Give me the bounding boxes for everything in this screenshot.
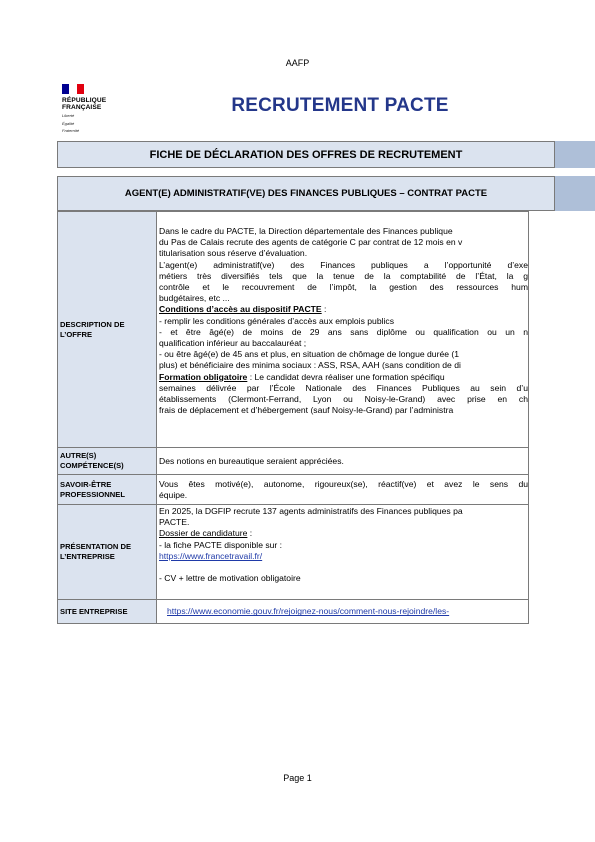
conditions-heading: Conditions d’accès au dispositif PACTE xyxy=(159,304,322,315)
presentation-line: PACTE. xyxy=(159,517,190,528)
job-title-band-edge xyxy=(555,176,595,211)
savoir-line: équipe. xyxy=(159,490,188,500)
conditions-suffix: : xyxy=(321,304,327,315)
offer-table xyxy=(57,211,529,624)
republique-francaise-logo xyxy=(62,84,122,134)
form-title-band xyxy=(57,141,555,168)
row-description xyxy=(58,212,529,448)
logo-motto-3: Fraternité xyxy=(62,128,80,133)
conditions-heading-line xyxy=(159,304,528,315)
condition-line: - remplir les conditions générales d’accès aux emplois publics xyxy=(159,315,395,326)
formation-line: semaines délivrée par l’École Nationale des Finances Publiques au sein d’u xyxy=(159,382,528,393)
content-description xyxy=(157,212,529,448)
description-line: métiers très diversifiés tels que la tenue de la comptabilité de l’État, la g xyxy=(159,270,528,281)
francetravail-link[interactable]: https://www.francetravail.fr/ xyxy=(159,550,263,561)
page-footer: Page 1 xyxy=(283,773,312,783)
row-savoir xyxy=(58,475,529,505)
condition-line: - et être âgé(e) de moins de 29 ans sans diplôme ou qualification ou un n xyxy=(159,326,528,337)
dossier-heading: Dossier de candidature xyxy=(159,528,248,539)
fiche-line: - la fiche PACTE disponible sur : xyxy=(159,539,283,550)
form-title: FICHE DE DÉCLARATION DES OFFRES DE RECRUTEMENT xyxy=(149,148,463,161)
description-line: du Pas de Calais recrute des agents de catégorie C par contrat de 12 mois en v xyxy=(159,237,463,248)
presentation-line: En 2025, la DGFIP recrute 137 agents administratifs des Finances publiques pa xyxy=(159,506,463,516)
description-line: budgétaires, etc ... xyxy=(159,293,230,304)
form-title-band-edge xyxy=(555,141,595,168)
formation-line: établissements (Clermont-Ferrand, Lyon ou Noisy-le-Grand) avec prise en ch xyxy=(159,394,528,405)
label-site: SITE ENTREPRISE xyxy=(58,600,157,624)
dossier-suffix: : xyxy=(247,528,253,539)
formation-line: frais de déplacement et d’hébergement (sauf Noisy-le-Grand) par l’administra xyxy=(159,405,454,416)
dossier-heading-line xyxy=(159,528,528,539)
content-site xyxy=(157,600,529,624)
formation-heading: Formation obligatoire xyxy=(159,371,248,382)
logo-line-1: RÉPUBLIQUE xyxy=(62,97,107,104)
site-link[interactable]: https://www.economie.gouv.fr/rejoignez-nous/comment-nous-rejoindre/les- xyxy=(167,606,450,617)
condition-line: qualification inférieur au baccalauréat ; xyxy=(159,338,307,349)
label-savoir: SAVOIR-ÊTRE PROFESSIONNEL xyxy=(58,475,157,505)
savoir-line: Vous êtes motivé(e), autonome, rigoureux(se), réactif(ve) et avez le sens du xyxy=(159,478,528,489)
label-description: DESCRIPTION DE L’OFFRE xyxy=(58,212,157,448)
content-savoir xyxy=(157,475,529,505)
formation-heading-line xyxy=(159,372,528,383)
content-presentation xyxy=(157,505,529,600)
content-competences xyxy=(157,448,529,475)
label-competences: AUTRE(S) COMPÉTENCE(S) xyxy=(58,448,157,475)
french-flag-icon xyxy=(62,84,84,94)
row-presentation xyxy=(58,505,529,600)
description-line: L’agent(e) administratif(ve) des Finances publiques a l’opportunité d’exe xyxy=(159,259,528,270)
competences-text: Des notions en bureautique seraient appréciées. xyxy=(159,455,344,466)
description-line: titularisation sous réserve d’évaluation. xyxy=(159,248,308,259)
logo-motto-1: Liberté xyxy=(62,113,75,118)
row-site xyxy=(58,600,529,624)
job-title: AGENT(E) ADMINISTRATIF(VE) DES FINANCES PUBLIQUES – CONTRAT PACTE xyxy=(124,188,488,199)
page-header: AAFP xyxy=(285,58,310,68)
description-line: contrôle et le recouvrement de l’impôt, la gestion des ressources hum xyxy=(159,282,528,293)
job-title-band xyxy=(57,176,555,211)
cv-line: - CV + lettre de motivation obligatoire xyxy=(159,573,301,584)
condition-line: plus) et bénéficiaire des minima sociaux : ASS, RSA, AAH (sans condition de di xyxy=(159,360,461,371)
row-competences xyxy=(58,448,529,475)
logo-motto-2: Égalité xyxy=(62,120,75,126)
condition-line: - ou être âgé(e) de 45 ans et plus, en situation de chômage de longue durée (1 xyxy=(159,349,460,360)
logo-line-2: FRANÇAISE xyxy=(62,104,102,111)
description-line: Dans le cadre du PACTE, la Direction départementale des Finances publique xyxy=(159,226,453,236)
formation-first: : Le candidat devra réaliser une formation spécifiqu xyxy=(247,371,445,382)
page-title: RECRUTEMENT PACTE xyxy=(231,95,449,116)
label-presentation: PRÉSENTATION DE L’ENTREPRISE xyxy=(58,505,157,600)
